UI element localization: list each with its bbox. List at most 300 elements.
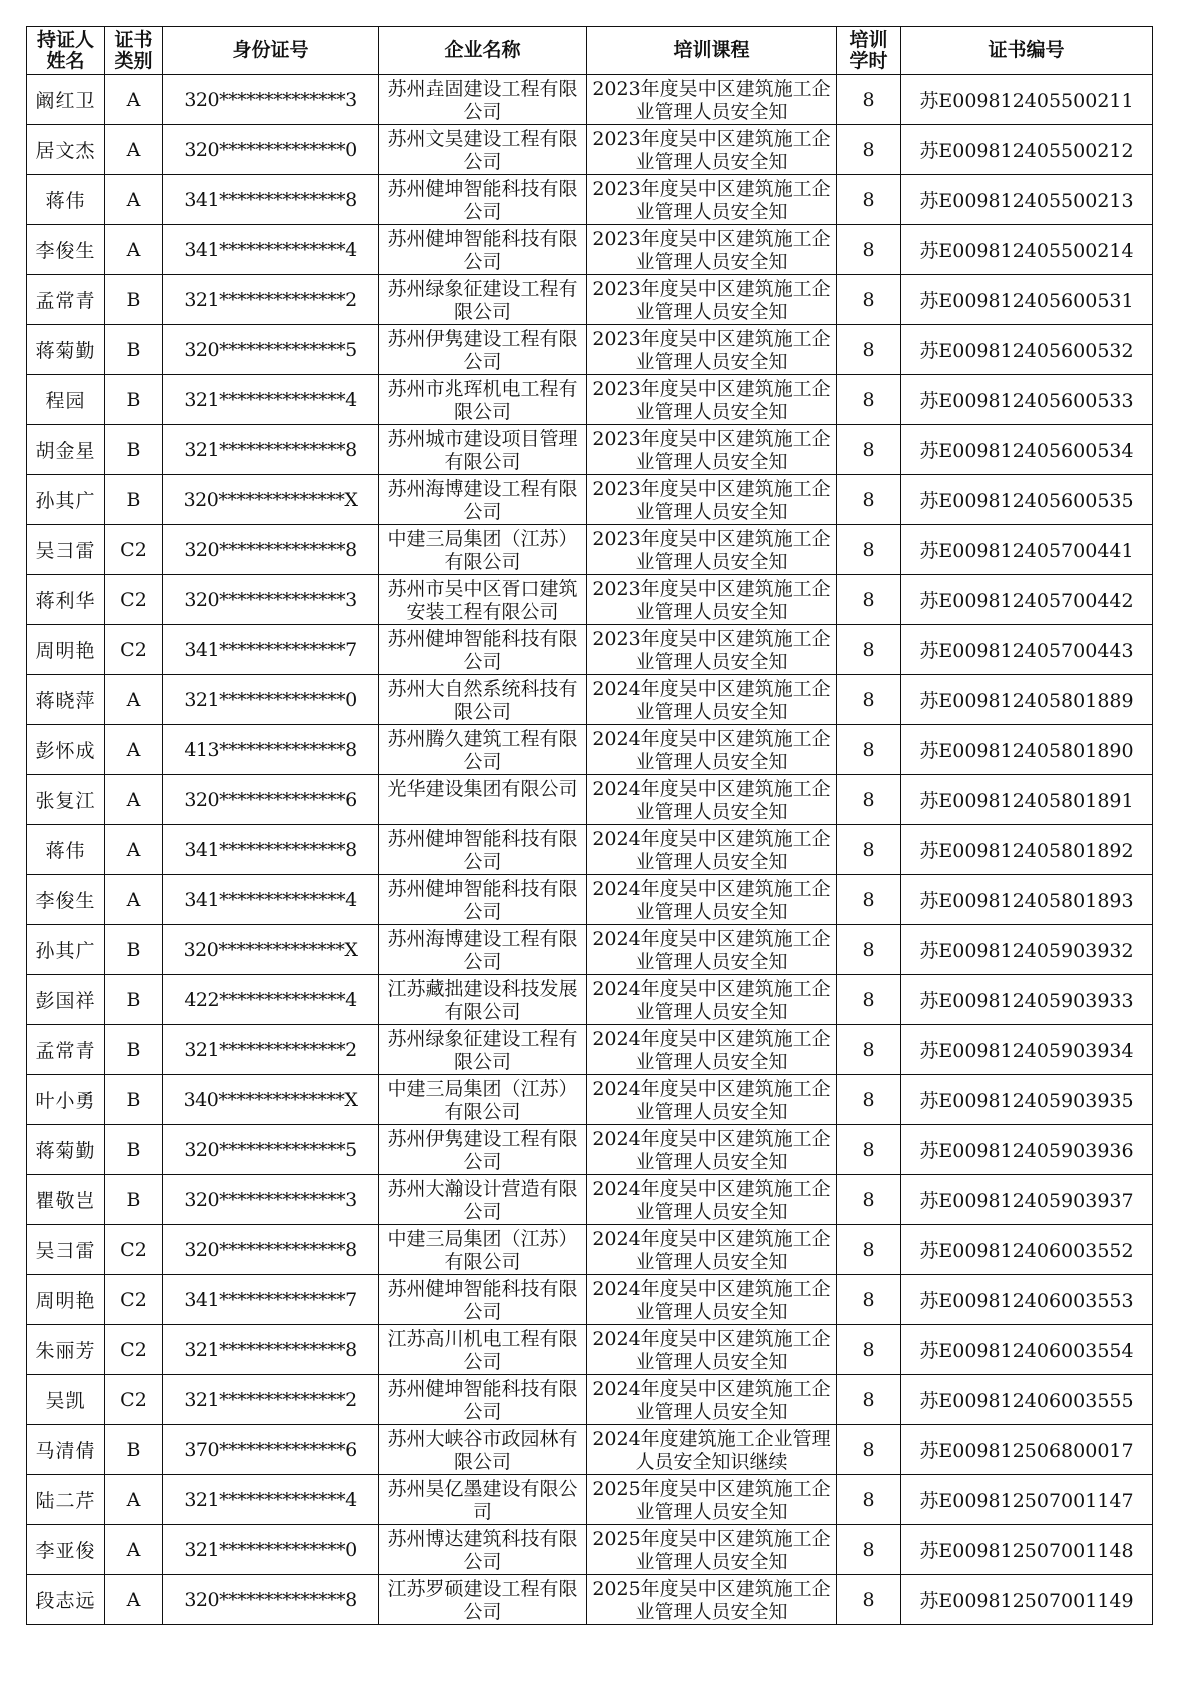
cell-company [379, 1525, 587, 1575]
cell-course-text: 2024年度吴中区建筑施工企业管理人员安全知 [592, 677, 831, 723]
cell-hours: 8 [837, 1475, 901, 1525]
cell-holder-name: 胡金星 [27, 425, 105, 475]
cell-company [379, 75, 587, 125]
cell-company-text: 苏州大瀚设计营造有限公司 [387, 1177, 578, 1223]
cell-company-text: 苏州健坤智能科技有限公司 [387, 877, 578, 923]
cell-hours: 8 [837, 625, 901, 675]
cell-company [379, 225, 587, 275]
cell-id-number: 341**************4 [163, 875, 379, 925]
cell-id-number: 320**************5 [163, 325, 379, 375]
cell-company [379, 1375, 587, 1425]
table-row [27, 1175, 1153, 1225]
table-body [27, 75, 1153, 1625]
cell-cert-number: 苏E009812405600535 [901, 475, 1153, 525]
cell-id-number: 320**************8 [163, 1225, 379, 1275]
cell-holder-name: 程园 [27, 375, 105, 425]
table-row [27, 325, 1153, 375]
cell-company-text: 江苏高川机电工程有限公司 [387, 1327, 578, 1373]
table-row [27, 1575, 1153, 1625]
cell-company-text: 苏州大峡谷市政园林有限公司 [387, 1427, 578, 1473]
cell-company [379, 375, 587, 425]
cell-course-text: 2023年度吴中区建筑施工企业管理人员安全知 [592, 527, 831, 573]
cell-hours: 8 [837, 525, 901, 575]
cell-id-number: 321**************8 [163, 425, 379, 475]
cell-course-text: 2023年度吴中区建筑施工企业管理人员安全知 [592, 277, 831, 323]
cell-cert-type: A [105, 1475, 163, 1525]
cell-course-text: 2024年度吴中区建筑施工企业管理人员安全知 [592, 1377, 831, 1423]
cell-course-text: 2024年度吴中区建筑施工企业管理人员安全知 [592, 727, 831, 773]
cell-id-number: 321**************8 [163, 1325, 379, 1375]
cell-course-text: 2023年度吴中区建筑施工企业管理人员安全知 [592, 577, 831, 623]
cell-hours: 8 [837, 325, 901, 375]
cell-course-text: 2024年度吴中区建筑施工企业管理人员安全知 [592, 827, 831, 873]
table-row [27, 1075, 1153, 1125]
cell-company [379, 1475, 587, 1525]
cell-company-text: 中建三局集团（江苏）有限公司 [387, 1227, 578, 1273]
cell-id-number: 321**************4 [163, 375, 379, 425]
cell-hours: 8 [837, 1325, 901, 1375]
cell-course-text: 2025年度吴中区建筑施工企业管理人员安全知 [592, 1577, 831, 1623]
cell-course [587, 525, 837, 575]
cell-hours: 8 [837, 675, 901, 725]
cell-company [379, 675, 587, 725]
cell-hours: 8 [837, 775, 901, 825]
cell-course [587, 425, 837, 475]
cell-company-text: 江苏罗硕建设工程有限公司 [387, 1577, 578, 1623]
cell-cert-number: 苏E009812406003553 [901, 1275, 1153, 1325]
cell-company-text: 苏州大自然系统科技有限公司 [387, 677, 578, 723]
cell-cert-number: 苏E009812405500211 [901, 75, 1153, 125]
cell-course [587, 475, 837, 525]
cell-company-text: 苏州昊亿墨建设有限公司 [387, 1477, 578, 1523]
cell-company-text: 苏州海博建设工程有限公司 [387, 927, 578, 973]
cell-course-text: 2023年度吴中区建筑施工企业管理人员安全知 [592, 627, 831, 673]
cell-id-number: 320**************3 [163, 1175, 379, 1225]
cell-cert-type: A [105, 225, 163, 275]
cell-hours: 8 [837, 475, 901, 525]
cell-company [379, 1025, 587, 1075]
table-row [27, 525, 1153, 575]
cell-course [587, 225, 837, 275]
cell-holder-name: 孙其广 [27, 475, 105, 525]
table-row [27, 775, 1153, 825]
cell-cert-type: A [105, 1525, 163, 1575]
table-row [27, 1125, 1153, 1175]
cell-course-text: 2023年度吴中区建筑施工企业管理人员安全知 [592, 327, 831, 373]
cell-course [587, 1225, 837, 1275]
cell-holder-name: 叶小勇 [27, 1075, 105, 1125]
cell-id-number: 321**************0 [163, 1525, 379, 1575]
cell-holder-name: 吴彐雷 [27, 525, 105, 575]
cell-hours: 8 [837, 1175, 901, 1225]
cell-hours: 8 [837, 1275, 901, 1325]
cell-holder-name: 彭怀成 [27, 725, 105, 775]
cell-company-text: 光华建设集团有限公司 [387, 777, 578, 800]
cell-company [379, 975, 587, 1025]
cell-company-text: 苏州健坤智能科技有限公司 [387, 227, 578, 273]
cell-company-text: 中建三局集团（江苏）有限公司 [387, 1077, 578, 1123]
table-row [27, 1275, 1153, 1325]
cell-id-number: 320**************3 [163, 575, 379, 625]
cell-hours: 8 [837, 1525, 901, 1575]
cell-course [587, 775, 837, 825]
cell-course [587, 175, 837, 225]
table-row [27, 75, 1153, 125]
cell-course [587, 325, 837, 375]
cell-hours: 8 [837, 1375, 901, 1425]
cell-course [587, 1275, 837, 1325]
cell-hours: 8 [837, 1575, 901, 1625]
cell-company-text: 苏州市吴中区胥口建筑安装工程有限公司 [387, 577, 578, 623]
table-row [27, 625, 1153, 675]
cell-company [379, 175, 587, 225]
cell-course [587, 1325, 837, 1375]
cell-course [587, 625, 837, 675]
cell-cert-number: 苏E009812405903934 [901, 1025, 1153, 1075]
table-row [27, 1425, 1153, 1475]
cell-cert-number: 苏E009812405700443 [901, 625, 1153, 675]
cell-company-text: 苏州垚固建设工程有限公司 [387, 77, 578, 123]
cell-holder-name: 朱丽芳 [27, 1325, 105, 1375]
cell-cert-type: A [105, 175, 163, 225]
cell-course [587, 1425, 837, 1475]
table-row [27, 925, 1153, 975]
cell-id-number: 341**************7 [163, 625, 379, 675]
cell-cert-type: C2 [105, 1225, 163, 1275]
cell-id-number: 321**************0 [163, 675, 379, 725]
cell-company [379, 1425, 587, 1475]
cell-holder-name: 陆二芹 [27, 1475, 105, 1525]
cell-company-text: 苏州博达建筑科技有限公司 [387, 1527, 578, 1573]
cell-course-text: 2024年度吴中区建筑施工企业管理人员安全知 [592, 1327, 831, 1373]
cell-hours: 8 [837, 825, 901, 875]
cell-cert-type: A [105, 675, 163, 725]
cell-holder-name: 蒋晓萍 [27, 675, 105, 725]
cell-cert-number: 苏E009812405801892 [901, 825, 1153, 875]
cell-course [587, 75, 837, 125]
cell-company-text: 苏州腾久建筑工程有限公司 [387, 727, 578, 773]
cell-cert-type: C2 [105, 1275, 163, 1325]
cell-cert-number: 苏E009812405500213 [901, 175, 1153, 225]
cell-course [587, 1175, 837, 1225]
cell-course-text: 2024年度吴中区建筑施工企业管理人员安全知 [592, 977, 831, 1023]
cell-course [587, 1025, 837, 1075]
cell-course-text: 2024年度吴中区建筑施工企业管理人员安全知 [592, 1177, 831, 1223]
cell-cert-number: 苏E009812405903935 [901, 1075, 1153, 1125]
cell-course-text: 2023年度吴中区建筑施工企业管理人员安全知 [592, 227, 831, 273]
cell-company-text: 苏州健坤智能科技有限公司 [387, 627, 578, 673]
cell-cert-number: 苏E009812405600531 [901, 275, 1153, 325]
table-row [27, 975, 1153, 1025]
cell-course [587, 725, 837, 775]
cell-id-number: 320**************3 [163, 75, 379, 125]
header-holder-name: 持证人姓名 [27, 27, 105, 75]
cell-id-number: 370**************6 [163, 1425, 379, 1475]
cell-id-number: 422**************4 [163, 975, 379, 1025]
cell-company [379, 1275, 587, 1325]
cell-company [379, 625, 587, 675]
cell-cert-type: A [105, 1575, 163, 1625]
cell-company-text: 苏州文昊建设工程有限公司 [387, 127, 578, 173]
cell-course-text: 2023年度吴中区建筑施工企业管理人员安全知 [592, 77, 831, 123]
cell-cert-number: 苏E009812405600534 [901, 425, 1153, 475]
cell-holder-name: 段志远 [27, 1575, 105, 1625]
cell-holder-name: 李俊生 [27, 225, 105, 275]
header-hours: 培训学时 [837, 27, 901, 75]
cell-cert-number: 苏E009812507001147 [901, 1475, 1153, 1525]
cell-cert-number: 苏E009812405801890 [901, 725, 1153, 775]
cell-course-text: 2024年度建筑施工企业管理人员安全知识继续 [592, 1427, 831, 1473]
cell-company [379, 1225, 587, 1275]
cell-cert-number: 苏E009812406003552 [901, 1225, 1153, 1275]
cell-company [379, 275, 587, 325]
cell-company [379, 475, 587, 525]
cell-cert-type: A [105, 125, 163, 175]
cell-course-text: 2024年度吴中区建筑施工企业管理人员安全知 [592, 927, 831, 973]
cell-hours: 8 [837, 925, 901, 975]
table-row [27, 1225, 1153, 1275]
cell-course [587, 875, 837, 925]
cell-holder-name: 蒋菊勤 [27, 1125, 105, 1175]
cell-course-text: 2023年度吴中区建筑施工企业管理人员安全知 [592, 177, 831, 223]
cell-course [587, 1575, 837, 1625]
cell-id-number: 320**************X [163, 475, 379, 525]
cell-cert-number: 苏E009812405801891 [901, 775, 1153, 825]
cell-company-text: 江苏藏拙建设科技发展有限公司 [387, 977, 578, 1023]
cell-holder-name: 蒋利华 [27, 575, 105, 625]
cell-hours: 8 [837, 225, 901, 275]
cell-company [379, 125, 587, 175]
table-row [27, 175, 1153, 225]
header-row [27, 27, 1153, 75]
header-id-number: 身份证号 [163, 27, 379, 75]
table-row [27, 275, 1153, 325]
cell-company [379, 825, 587, 875]
cell-cert-number: 苏E009812405903933 [901, 975, 1153, 1025]
cell-company-text: 苏州城市建设项目管理有限公司 [387, 427, 578, 473]
cell-hours: 8 [837, 1025, 901, 1075]
table-row [27, 1475, 1153, 1525]
table-row [27, 375, 1153, 425]
cell-course-text: 2023年度吴中区建筑施工企业管理人员安全知 [592, 377, 831, 423]
cell-holder-name: 周明艳 [27, 625, 105, 675]
table-row [27, 1525, 1153, 1575]
cell-holder-name: 吴彐雷 [27, 1225, 105, 1275]
cell-cert-number: 苏E009812405801893 [901, 875, 1153, 925]
cell-cert-type: A [105, 725, 163, 775]
cell-holder-name: 周明艳 [27, 1275, 105, 1325]
cell-course [587, 1525, 837, 1575]
cell-course [587, 1475, 837, 1525]
cell-cert-type: A [105, 875, 163, 925]
cell-course [587, 375, 837, 425]
cell-company-text: 苏州市兆珲机电工程有限公司 [387, 377, 578, 423]
cell-id-number: 320**************0 [163, 125, 379, 175]
cell-company [379, 325, 587, 375]
cell-cert-number: 苏E009812405500212 [901, 125, 1153, 175]
cell-course-text: 2025年度吴中区建筑施工企业管理人员安全知 [592, 1477, 831, 1523]
table-row [27, 875, 1153, 925]
cell-company [379, 1575, 587, 1625]
cell-id-number: 321**************2 [163, 1375, 379, 1425]
cell-company-text: 苏州健坤智能科技有限公司 [387, 1277, 578, 1323]
cell-cert-type: A [105, 775, 163, 825]
certificate-table [26, 26, 1153, 1625]
cell-cert-type: B [105, 975, 163, 1025]
table-row [27, 125, 1153, 175]
cell-hours: 8 [837, 575, 901, 625]
cell-holder-name: 孙其广 [27, 925, 105, 975]
cell-company [379, 725, 587, 775]
cell-cert-number: 苏E009812405500214 [901, 225, 1153, 275]
cell-holder-name: 孟常青 [27, 1025, 105, 1075]
cell-id-number: 320**************5 [163, 1125, 379, 1175]
cell-course-text: 2024年度吴中区建筑施工企业管理人员安全知 [592, 777, 831, 823]
cell-holder-name: 吴凯 [27, 1375, 105, 1425]
cell-cert-number: 苏E009812405801889 [901, 675, 1153, 725]
cell-cert-number: 苏E009812506800017 [901, 1425, 1153, 1475]
cell-course [587, 1375, 837, 1425]
cell-cert-number: 苏E009812405700442 [901, 575, 1153, 625]
cell-hours: 8 [837, 975, 901, 1025]
cell-course-text: 2024年度吴中区建筑施工企业管理人员安全知 [592, 1277, 831, 1323]
cell-course [587, 275, 837, 325]
table-row [27, 675, 1153, 725]
cell-hours: 8 [837, 1225, 901, 1275]
cell-company [379, 1325, 587, 1375]
cell-holder-name: 蒋伟 [27, 825, 105, 875]
cell-cert-type: A [105, 825, 163, 875]
cell-course-text: 2023年度吴中区建筑施工企业管理人员安全知 [592, 427, 831, 473]
cell-cert-number: 苏E009812507001149 [901, 1575, 1153, 1625]
cell-hours: 8 [837, 75, 901, 125]
cell-company [379, 1175, 587, 1225]
table-row [27, 1025, 1153, 1075]
cell-cert-type: C2 [105, 525, 163, 575]
cell-company [379, 925, 587, 975]
cell-company-text: 苏州健坤智能科技有限公司 [387, 827, 578, 873]
cell-hours: 8 [837, 1075, 901, 1125]
cell-holder-name: 瞿敬岂 [27, 1175, 105, 1225]
cell-course-text: 2023年度吴中区建筑施工企业管理人员安全知 [592, 477, 831, 523]
cell-hours: 8 [837, 275, 901, 325]
cell-course-text: 2025年度吴中区建筑施工企业管理人员安全知 [592, 1527, 831, 1573]
cell-holder-name: 居文杰 [27, 125, 105, 175]
cell-holder-name: 彭国祥 [27, 975, 105, 1025]
table-row [27, 825, 1153, 875]
table-row [27, 425, 1153, 475]
header-company: 企业名称 [379, 27, 587, 75]
cell-course [587, 125, 837, 175]
cell-id-number: 341**************7 [163, 1275, 379, 1325]
cell-course [587, 1125, 837, 1175]
cell-cert-type: B [105, 275, 163, 325]
cell-company [379, 575, 587, 625]
cell-hours: 8 [837, 875, 901, 925]
cell-company [379, 1125, 587, 1175]
cell-cert-type: B [105, 425, 163, 475]
cell-cert-type: B [105, 925, 163, 975]
cell-cert-type: B [105, 1025, 163, 1075]
cell-id-number: 320**************6 [163, 775, 379, 825]
cell-course [587, 575, 837, 625]
cell-id-number: 320**************8 [163, 1575, 379, 1625]
cell-id-number: 321**************4 [163, 1475, 379, 1525]
cell-hours: 8 [837, 1125, 901, 1175]
cell-course [587, 1075, 837, 1125]
cell-id-number: 341**************8 [163, 175, 379, 225]
table-row [27, 1325, 1153, 1375]
cell-company-text: 苏州伊隽建设工程有限公司 [387, 327, 578, 373]
cell-cert-type: B [105, 375, 163, 425]
header-cert-number: 证书编号 [901, 27, 1153, 75]
cell-course-text: 2024年度吴中区建筑施工企业管理人员安全知 [592, 877, 831, 923]
cell-holder-name: 孟常青 [27, 275, 105, 325]
cell-holder-name: 张复江 [27, 775, 105, 825]
header-course: 培训课程 [587, 27, 837, 75]
cell-id-number: 340**************X [163, 1075, 379, 1125]
cell-cert-type: B [105, 1425, 163, 1475]
cell-company [379, 525, 587, 575]
cell-hours: 8 [837, 1425, 901, 1475]
cell-cert-number: 苏E009812406003555 [901, 1375, 1153, 1425]
cell-hours: 8 [837, 175, 901, 225]
cell-course-text: 2024年度吴中区建筑施工企业管理人员安全知 [592, 1127, 831, 1173]
cell-id-number: 341**************4 [163, 225, 379, 275]
cell-id-number: 321**************2 [163, 275, 379, 325]
cell-course [587, 675, 837, 725]
cell-course [587, 975, 837, 1025]
cell-id-number: 321**************2 [163, 1025, 379, 1075]
cell-cert-type: A [105, 75, 163, 125]
table-row [27, 475, 1153, 525]
cell-cert-number: 苏E009812405700441 [901, 525, 1153, 575]
cell-course [587, 925, 837, 975]
table-row [27, 575, 1153, 625]
cell-hours: 8 [837, 725, 901, 775]
table-header [27, 27, 1153, 75]
cell-cert-type: B [105, 475, 163, 525]
cell-course-text: 2024年度吴中区建筑施工企业管理人员安全知 [592, 1077, 831, 1123]
table-row [27, 1375, 1153, 1425]
cell-id-number: 320**************X [163, 925, 379, 975]
cell-cert-number: 苏E009812405903936 [901, 1125, 1153, 1175]
cell-company [379, 775, 587, 825]
cell-cert-number: 苏E009812405600532 [901, 325, 1153, 375]
cell-company-text: 中建三局集团（江苏）有限公司 [387, 527, 578, 573]
cell-cert-type: C2 [105, 575, 163, 625]
table-row [27, 225, 1153, 275]
cell-company-text: 苏州绿象征建设工程有限公司 [387, 277, 578, 323]
cell-hours: 8 [837, 125, 901, 175]
cell-holder-name: 阚红卫 [27, 75, 105, 125]
cell-cert-type: B [105, 1175, 163, 1225]
cell-company-text: 苏州健坤智能科技有限公司 [387, 1377, 578, 1423]
cell-hours: 8 [837, 375, 901, 425]
cell-holder-name: 李亚俊 [27, 1525, 105, 1575]
cell-holder-name: 蒋伟 [27, 175, 105, 225]
cell-cert-number: 苏E009812406003554 [901, 1325, 1153, 1375]
cell-company-text: 苏州绿象征建设工程有限公司 [387, 1027, 578, 1073]
cell-company-text: 苏州海博建设工程有限公司 [387, 477, 578, 523]
header-cert-type: 证书类别 [105, 27, 163, 75]
cell-cert-type: C2 [105, 1325, 163, 1375]
cell-cert-type: C2 [105, 625, 163, 675]
cell-cert-number: 苏E009812405903932 [901, 925, 1153, 975]
cell-course-text: 2023年度吴中区建筑施工企业管理人员安全知 [592, 127, 831, 173]
cell-cert-number: 苏E009812405903937 [901, 1175, 1153, 1225]
cell-course-text: 2024年度吴中区建筑施工企业管理人员安全知 [592, 1227, 831, 1273]
